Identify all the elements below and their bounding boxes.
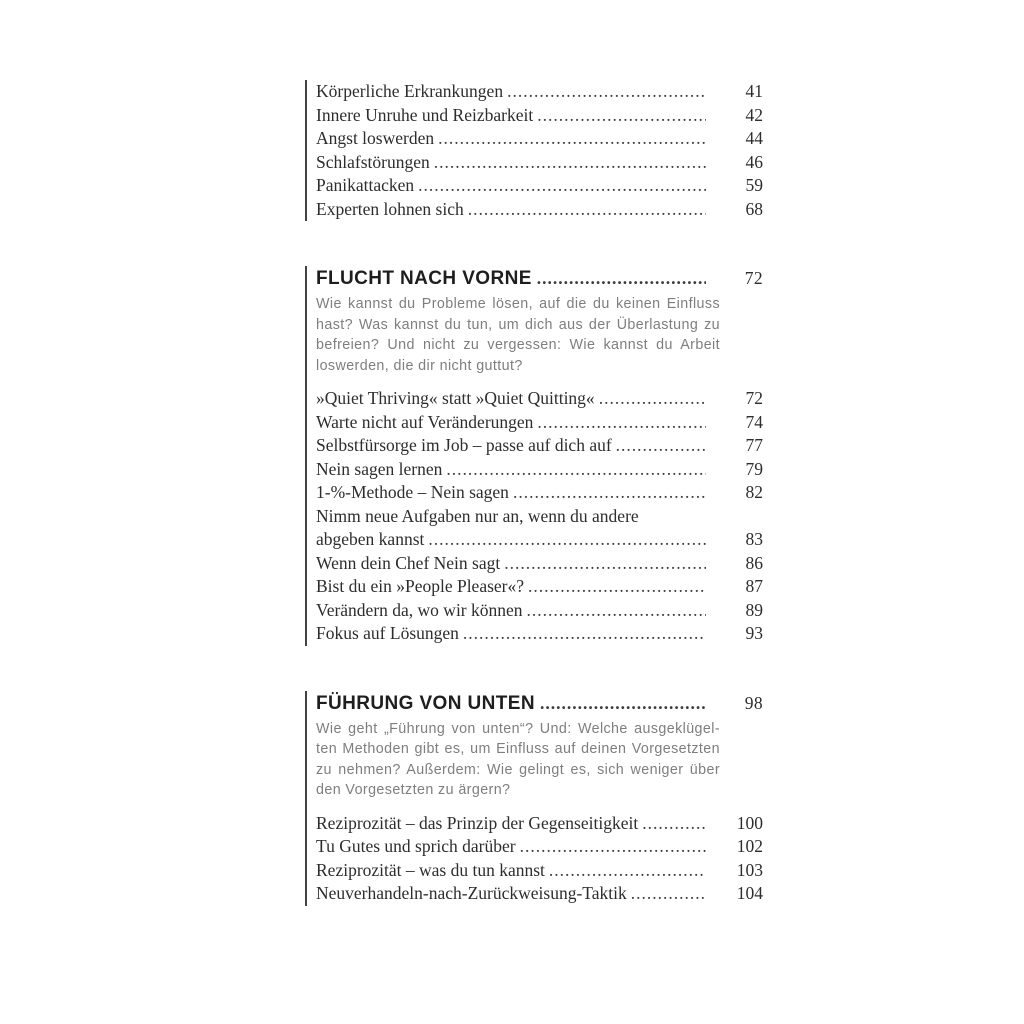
section-description-line: zu nehmen? Außerdem: Wie gelingt es, sich weniger über: [316, 761, 720, 778]
dot-leader: [537, 266, 706, 291]
entry-page-number: 86: [745, 552, 763, 573]
entry-page-number: 72: [745, 388, 763, 408]
dot-leader: [513, 481, 706, 505]
toc-entry: [316, 104, 763, 128]
toc-entry: [316, 882, 763, 906]
dot-leader: [434, 151, 706, 175]
entry-title: Nein sagen lernen: [316, 458, 443, 479]
toc-section: [305, 266, 763, 646]
toc-entry: [316, 812, 763, 836]
entry-page-number: 102: [736, 836, 763, 856]
entry-title: Angst loswerden: [316, 128, 435, 148]
dot-leader: [507, 80, 706, 104]
dot-leader: [631, 882, 706, 906]
entry-title: Warte nicht auf Veränderungen: [316, 411, 534, 432]
entry-page-number: 103: [736, 859, 763, 880]
toc-section: [305, 691, 763, 906]
entry-title: 1-%-Methode – Nein sagen: [316, 482, 509, 502]
toc-entry: [316, 528, 763, 552]
toc-entry: [316, 575, 763, 599]
entry-page-number: 74: [745, 411, 763, 432]
toc-entry: [316, 411, 763, 435]
section-description-line: loswerden, die dir nicht guttut?: [316, 357, 523, 374]
dot-leader: [446, 458, 706, 482]
toc-entry: [316, 835, 763, 859]
toc-entry: [316, 859, 763, 883]
toc-entry-wrap-line: Nimm neue Aufgaben nur an, wenn du andere: [316, 505, 639, 526]
toc-entry: [316, 151, 763, 175]
toc-entry: [316, 458, 763, 482]
entry-page-number: 44: [745, 128, 763, 148]
entry-list: [316, 80, 763, 221]
entry-page-number: 104: [736, 883, 763, 903]
section-page-number: 72: [744, 268, 763, 288]
entry-title: Schlafstörungen: [316, 151, 430, 172]
entry-title: Experten lohnen sich: [316, 198, 464, 219]
dot-leader: [528, 575, 706, 599]
dot-leader: [527, 599, 706, 623]
toc-entry: [316, 599, 763, 623]
dot-leader: [504, 552, 706, 576]
dot-leader: [642, 812, 706, 836]
section-description-line: ten Methoden gibt es, um Einfluss auf deinen Vorgesetzten: [316, 741, 720, 757]
entry-list: [316, 812, 763, 906]
dot-leader: [537, 104, 706, 128]
dot-leader: [418, 174, 706, 198]
section-page-number: 98: [744, 692, 763, 713]
entry-page-number: 79: [745, 458, 763, 479]
toc-entry: [316, 481, 763, 505]
section-description-line: Wie geht „Führung von unten“? Und: Welche ausgeklügel-: [316, 720, 720, 737]
entry-title: Innere Unruhe und Reizbarkeit: [316, 104, 534, 125]
entry-page-number: 100: [736, 812, 763, 833]
toc-entry: [316, 387, 763, 411]
section-description: [316, 719, 763, 801]
entry-title: abgeben kannst: [316, 529, 425, 549]
entry-page-number: 68: [745, 198, 763, 219]
toc-entry: [316, 127, 763, 151]
entry-title: Neuverhandeln-nach-Zurückweisung-Taktik: [316, 883, 627, 903]
toc-entry: [316, 174, 763, 198]
entry-title: Panikattacken: [316, 175, 415, 195]
entry-page-number: 59: [745, 175, 763, 195]
dot-leader: [468, 198, 706, 222]
dot-leader: [520, 835, 706, 859]
toc-entry: [316, 434, 763, 458]
toc-entry: [316, 198, 763, 222]
entry-title: Wenn dein Chef Nein sagt: [316, 552, 501, 573]
section-header-row: [316, 266, 763, 291]
dot-leader: [616, 434, 706, 458]
section-title: FÜHRUNG VON UNTEN: [316, 692, 535, 714]
toc-section: [305, 80, 763, 221]
entry-title: Reziprozität – das Prinzip der Gegenseitigkeit: [316, 812, 639, 833]
entry-page-number: 77: [745, 435, 763, 455]
dot-leader: [428, 528, 706, 552]
section-description: [316, 294, 763, 376]
entry-page-number: 46: [745, 151, 763, 172]
entry-title: »Quiet Thriving« statt »Quiet Quitting«: [316, 388, 595, 408]
entry-title: Selbstfürsorge im Job – passe auf dich auf: [316, 435, 612, 455]
entry-title: Fokus auf Lösungen: [316, 623, 459, 643]
section-description-line: den Vorgesetzten zu ärgern?: [316, 782, 511, 798]
section-title: FLUCHT NACH VORNE: [316, 268, 532, 289]
entry-page-number: 93: [745, 623, 763, 643]
dot-leader: [463, 622, 706, 646]
toc-entry: [316, 80, 763, 104]
section-header-row: [316, 691, 763, 716]
dot-leader: [537, 411, 706, 435]
entry-page-number: 87: [745, 576, 763, 596]
entry-page-number: 42: [745, 104, 763, 125]
entry-page-number: 41: [745, 81, 763, 101]
section-description-line: befreien? Und nicht zu vergessen: Wie kannst du Arbeit: [316, 337, 720, 353]
dot-leader: [540, 691, 706, 716]
entry-title: Körperliche Erkrankungen: [316, 81, 504, 101]
entry-page-number: 83: [745, 529, 763, 549]
section-description-line: hast? Was kannst du tun, um dich aus der Überlastung zu: [316, 316, 720, 333]
dot-leader: [549, 859, 706, 883]
toc: [305, 80, 763, 906]
entry-page-number: 82: [745, 482, 763, 502]
entry-title: Tu Gutes und sprich darüber: [316, 836, 516, 856]
entry-title: Reziprozität – was du tun kannst: [316, 859, 545, 880]
entry-page-number: 89: [745, 599, 763, 620]
entry-title: Verändern da, wo wir können: [316, 599, 523, 620]
dot-leader: [438, 127, 706, 151]
dot-leader: [599, 387, 706, 411]
toc-entry: [316, 552, 763, 576]
entry-list: [316, 387, 763, 646]
section-description-line: Wie kannst du Probleme lösen, auf die du keinen Einfluss: [316, 296, 720, 312]
toc-entry: [316, 622, 763, 646]
entry-title: Bist du ein »People Pleaser«?: [316, 576, 525, 596]
